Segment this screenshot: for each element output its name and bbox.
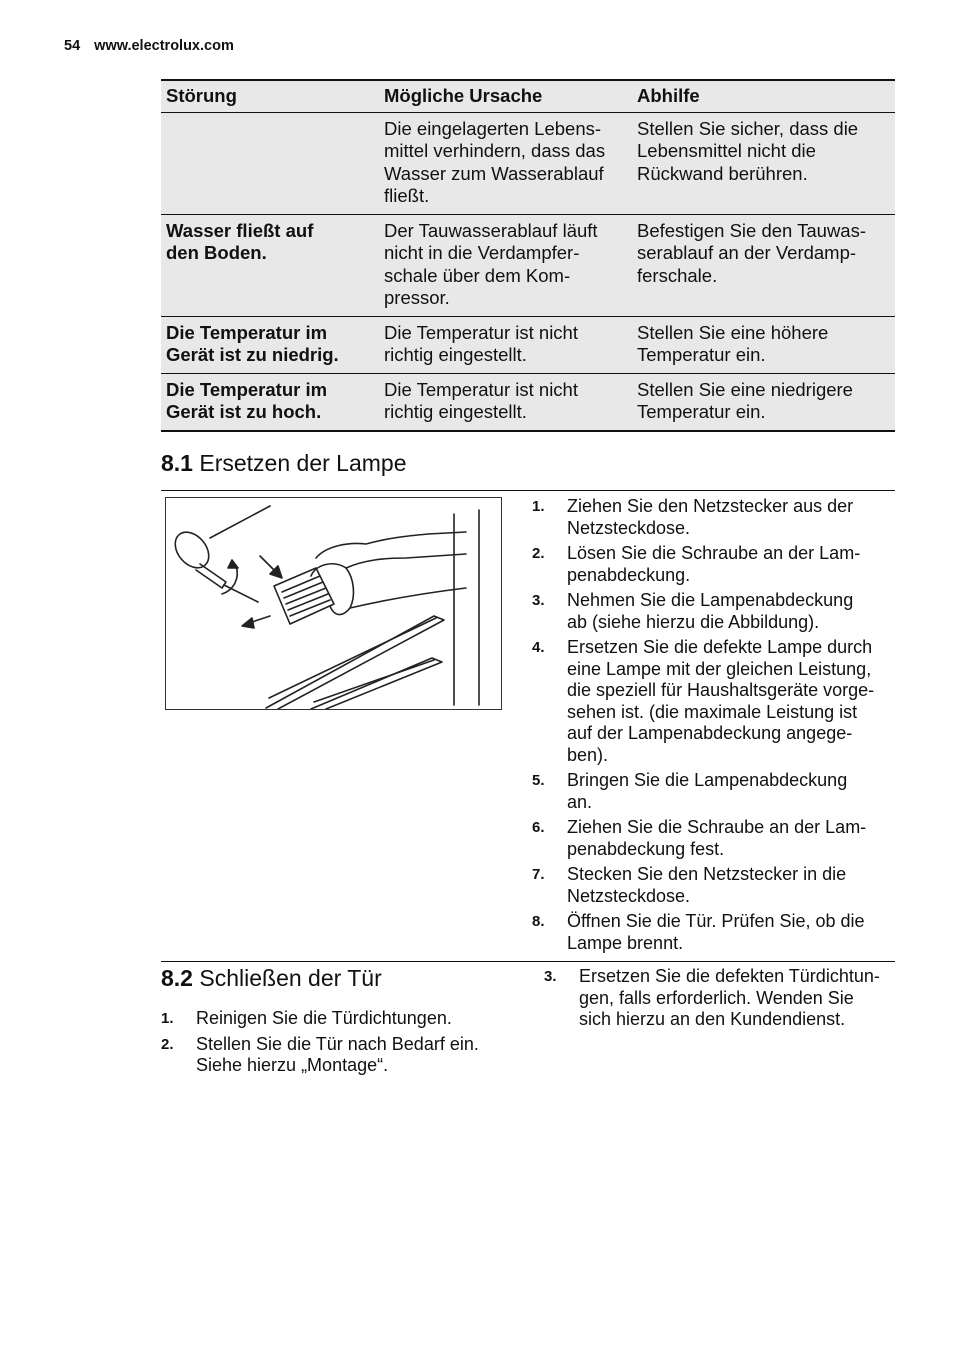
cause-cell: Die Temperatur ist nicht richtig eingestellt. [379,373,632,431]
cause-cell: Der Tauwasserablauf läuft nicht in die Verdampfer- schale über dem Kom- pressor. [379,214,632,316]
step-number: 8. [532,913,545,930]
column-header-fault: Störung [161,80,379,112]
page-header [64,38,234,54]
step-text: Lösen Sie die Schraube an der Lam- penabdeckung. [567,543,861,585]
section-number: 8.1 [161,450,193,476]
list-item [161,1008,501,1030]
step-number: 2. [532,545,545,562]
step-text: Nehmen Sie die Lampenabdeckung ab (siehe hierzu die Abbildung). [567,590,854,632]
column-header-cause: Mögliche Ursache [379,80,632,112]
fault-cell: Wasser fließt auf den Boden. [161,214,379,316]
door-steps-list-right [544,966,896,1035]
step-text: Öffnen Sie die Tür. Prüfen Sie, ob die Lampe brennt. [567,911,865,953]
page-number: 54 [64,38,81,54]
step-text: Ersetzen Sie die defekten Türdichtun- gen, falls erforderlich. Wenden Sie sich hierzu an den Kundendienst. [579,966,880,1029]
list-item [532,590,894,633]
cause-cell: Die Temperatur ist nicht richtig eingestellt. [379,316,632,373]
section-number: 8.2 [161,965,193,991]
lamp-replacement-illustration [165,497,502,710]
remedy-cell: Befestigen Sie den Tauwas- serablauf an der Verdamp- ferschale. [632,214,895,316]
step-number: 4. [532,639,545,656]
table-row [161,373,895,431]
fault-cell [161,112,379,214]
fault-cell: Die Temperatur im Gerät ist zu niedrig. [161,316,379,373]
column-header-remedy: Abhilfe [632,80,895,112]
step-number: 1. [161,1010,174,1027]
list-item [532,637,894,766]
list-item [161,1034,501,1077]
table-header-row [161,80,895,112]
list-item [532,770,894,813]
step-number: 3. [532,592,545,609]
list-item [532,911,894,954]
step-text: Ersetzen Sie die defekte Lampe durch eine Lampe mit der gleichen Leistung, die speziell für Haushaltsgeräte vorge- sehen ist. (die maximale Leistung ist auf der Lampenabdeckung angege- ben). [567,637,875,765]
remedy-cell: Stellen Sie sicher, dass die Lebensmittel nicht die Rückwand berühren. [632,112,895,214]
fault-cell: Die Temperatur im Gerät ist zu hoch. [161,373,379,431]
step-text: Ziehen Sie den Netzstecker aus der Netzsteckdose. [567,496,854,538]
step-text: Stellen Sie die Tür nach Bedarf ein. Siehe hierzu „Montage“. [196,1033,479,1075]
list-item [544,966,896,1031]
section-divider [161,961,895,962]
step-number: 6. [532,819,545,836]
step-number: 2. [161,1035,174,1053]
step-text: Ziehen Sie die Schraube an der Lam- penabdeckung fest. [567,817,867,859]
step-number: 3. [544,968,557,985]
cause-cell: Die eingelagerten Lebens- mittel verhindern, dass das Wasser zum Wasserablauf fließt. [379,112,632,214]
section-heading-door [161,965,382,992]
step-number: 1. [532,498,545,515]
list-item [532,817,894,860]
list-item [532,543,894,586]
lamp-cover-removal-drawing [166,498,501,709]
section-heading-lamp [161,450,407,477]
step-number: 5. [532,772,545,789]
troubleshooting-table [161,79,895,432]
table-row [161,316,895,373]
section-divider [161,490,895,491]
list-item [532,864,894,907]
table-row [161,214,895,316]
remedy-cell: Stellen Sie eine niedrigere Temperatur ein. [632,373,895,431]
list-item [532,496,894,539]
table-row [161,112,895,214]
step-text: Reinigen Sie die Türdichtungen. [196,1008,452,1028]
site-url: www.electrolux.com [94,38,234,54]
door-steps-list-left [161,1008,501,1081]
remedy-cell: Stellen Sie eine höhere Temperatur ein. [632,316,895,373]
step-text: Stecken Sie den Netzstecker in die Netzsteckdose. [567,864,847,906]
section-title: Schließen der Tür [199,965,382,991]
lamp-steps-list [532,496,894,958]
section-title: Ersetzen der Lampe [199,450,407,476]
step-number: 7. [532,866,545,883]
step-text: Bringen Sie die Lampenabdeckung an. [567,770,848,812]
